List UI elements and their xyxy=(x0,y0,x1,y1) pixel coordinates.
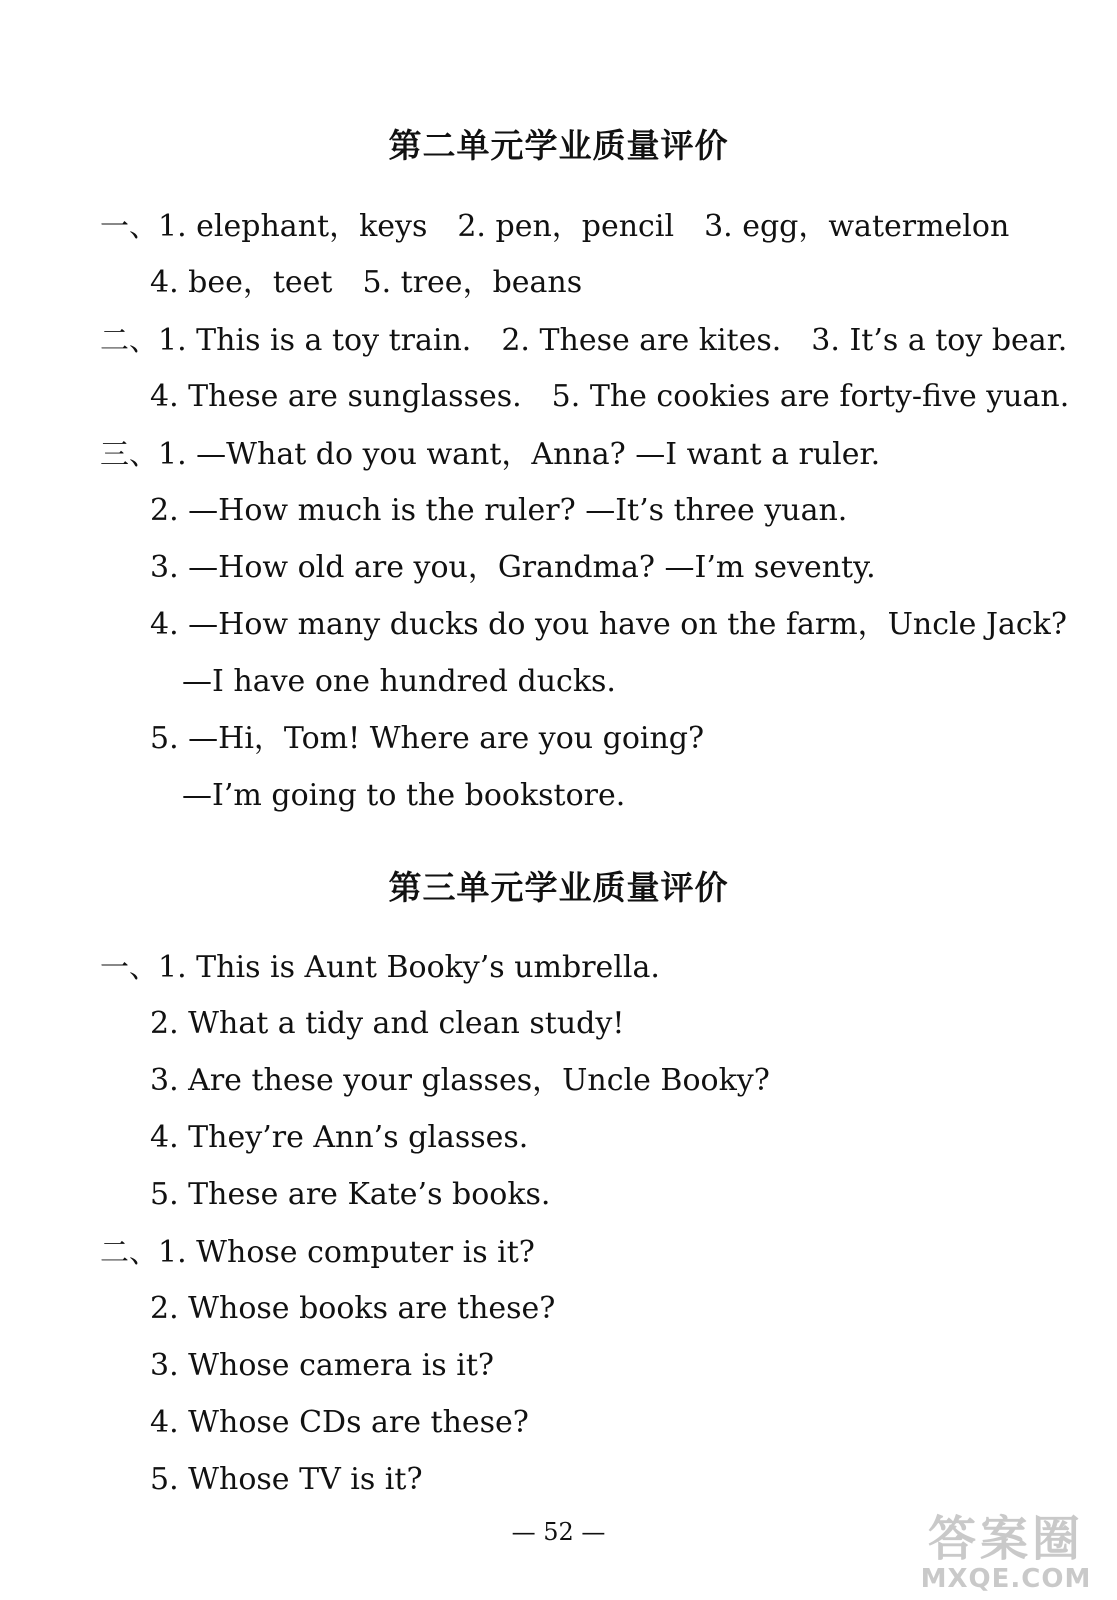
s3-part2-line5: 5. Whose TV is it? xyxy=(150,1462,423,1497)
answer: 1. Whose computer is it? xyxy=(158,1235,535,1270)
s3-part1-line4: 4. They’re Ann’s glasses. xyxy=(150,1120,529,1155)
answer: 1. This is a toy train. xyxy=(158,323,472,358)
s3-part1-line3: 3. Are these your glasses，Uncle Booky? xyxy=(150,1063,770,1098)
s3-part2-line2: 2. Whose books are these? xyxy=(150,1291,556,1326)
answer: 5. The cookies are forty-five yuan. xyxy=(551,379,1070,414)
s2-part3-label: 三、 xyxy=(100,437,159,471)
page-number: — 52 — xyxy=(511,1518,606,1546)
s2-part3-line4b: —I have one hundred ducks. xyxy=(182,664,616,699)
s3-part2-line3: 3. Whose camera is it? xyxy=(150,1348,494,1383)
s2-part3-line5b: —I’m going to the bookstore. xyxy=(182,778,626,813)
watermark-bottom-text: MXQE.COM xyxy=(920,1564,1092,1594)
section-2-title: 第二单元学业质量评价 xyxy=(388,126,729,165)
s2-part3-line4: 4. —How many ducks do you have on the farm，Uncle Jack? xyxy=(150,607,1067,642)
s3-part1-line5: 5. These are Kate’s books. xyxy=(150,1177,551,1212)
s2-part1-row1 xyxy=(100,206,1009,247)
s2-part3-line3: 3. —How old are you，Grandma? —I’m seventy. xyxy=(150,550,876,585)
s2-part1-row2 xyxy=(150,263,582,303)
answer: 4. These are sunglasses. xyxy=(150,379,522,414)
s3-part2-label: 二、 xyxy=(100,1235,159,1269)
s3-part1-label: 一、 xyxy=(100,950,159,984)
s3-part1-line1 xyxy=(100,947,660,988)
answer: 1. —What do you want，Anna? —I want a ruler. xyxy=(158,437,881,472)
s2-part1-label: 一、 xyxy=(100,209,159,243)
answer: 1. This is Aunt Booky’s umbrella. xyxy=(158,950,660,985)
s3-part1-line2: 2. What a tidy and clean study! xyxy=(150,1006,625,1041)
s2-part3-line1 xyxy=(100,434,880,475)
answer: 5. tree，beans xyxy=(362,265,583,300)
answer: 1. elephant，keys xyxy=(158,209,428,244)
s2-part3-line5: 5. —Hi，Tom! Where are you going? xyxy=(150,721,705,756)
s3-part2-line4: 4. Whose CDs are these? xyxy=(150,1405,529,1440)
watermark-logo xyxy=(911,1512,1101,1592)
watermark-top-text: 答案圈 xyxy=(927,1511,1084,1567)
answer: 2. These are kites. xyxy=(501,323,782,358)
answer: 4. bee，teet xyxy=(150,265,333,300)
answer: 3. It’s a toy bear. xyxy=(811,323,1068,358)
s2-part2-row1 xyxy=(100,320,1067,361)
answer: 3. egg，watermelon xyxy=(704,209,1010,244)
s2-part2-row2 xyxy=(150,377,1069,417)
section-3-title: 第三单元学业质量评价 xyxy=(388,868,729,907)
s2-part2-label: 二、 xyxy=(100,323,159,357)
s2-part3-line2: 2. —How much is the ruler? —It’s three yuan. xyxy=(150,493,848,528)
s3-part2-line1 xyxy=(100,1232,535,1273)
answer: 2. pen，pencil xyxy=(457,209,675,244)
